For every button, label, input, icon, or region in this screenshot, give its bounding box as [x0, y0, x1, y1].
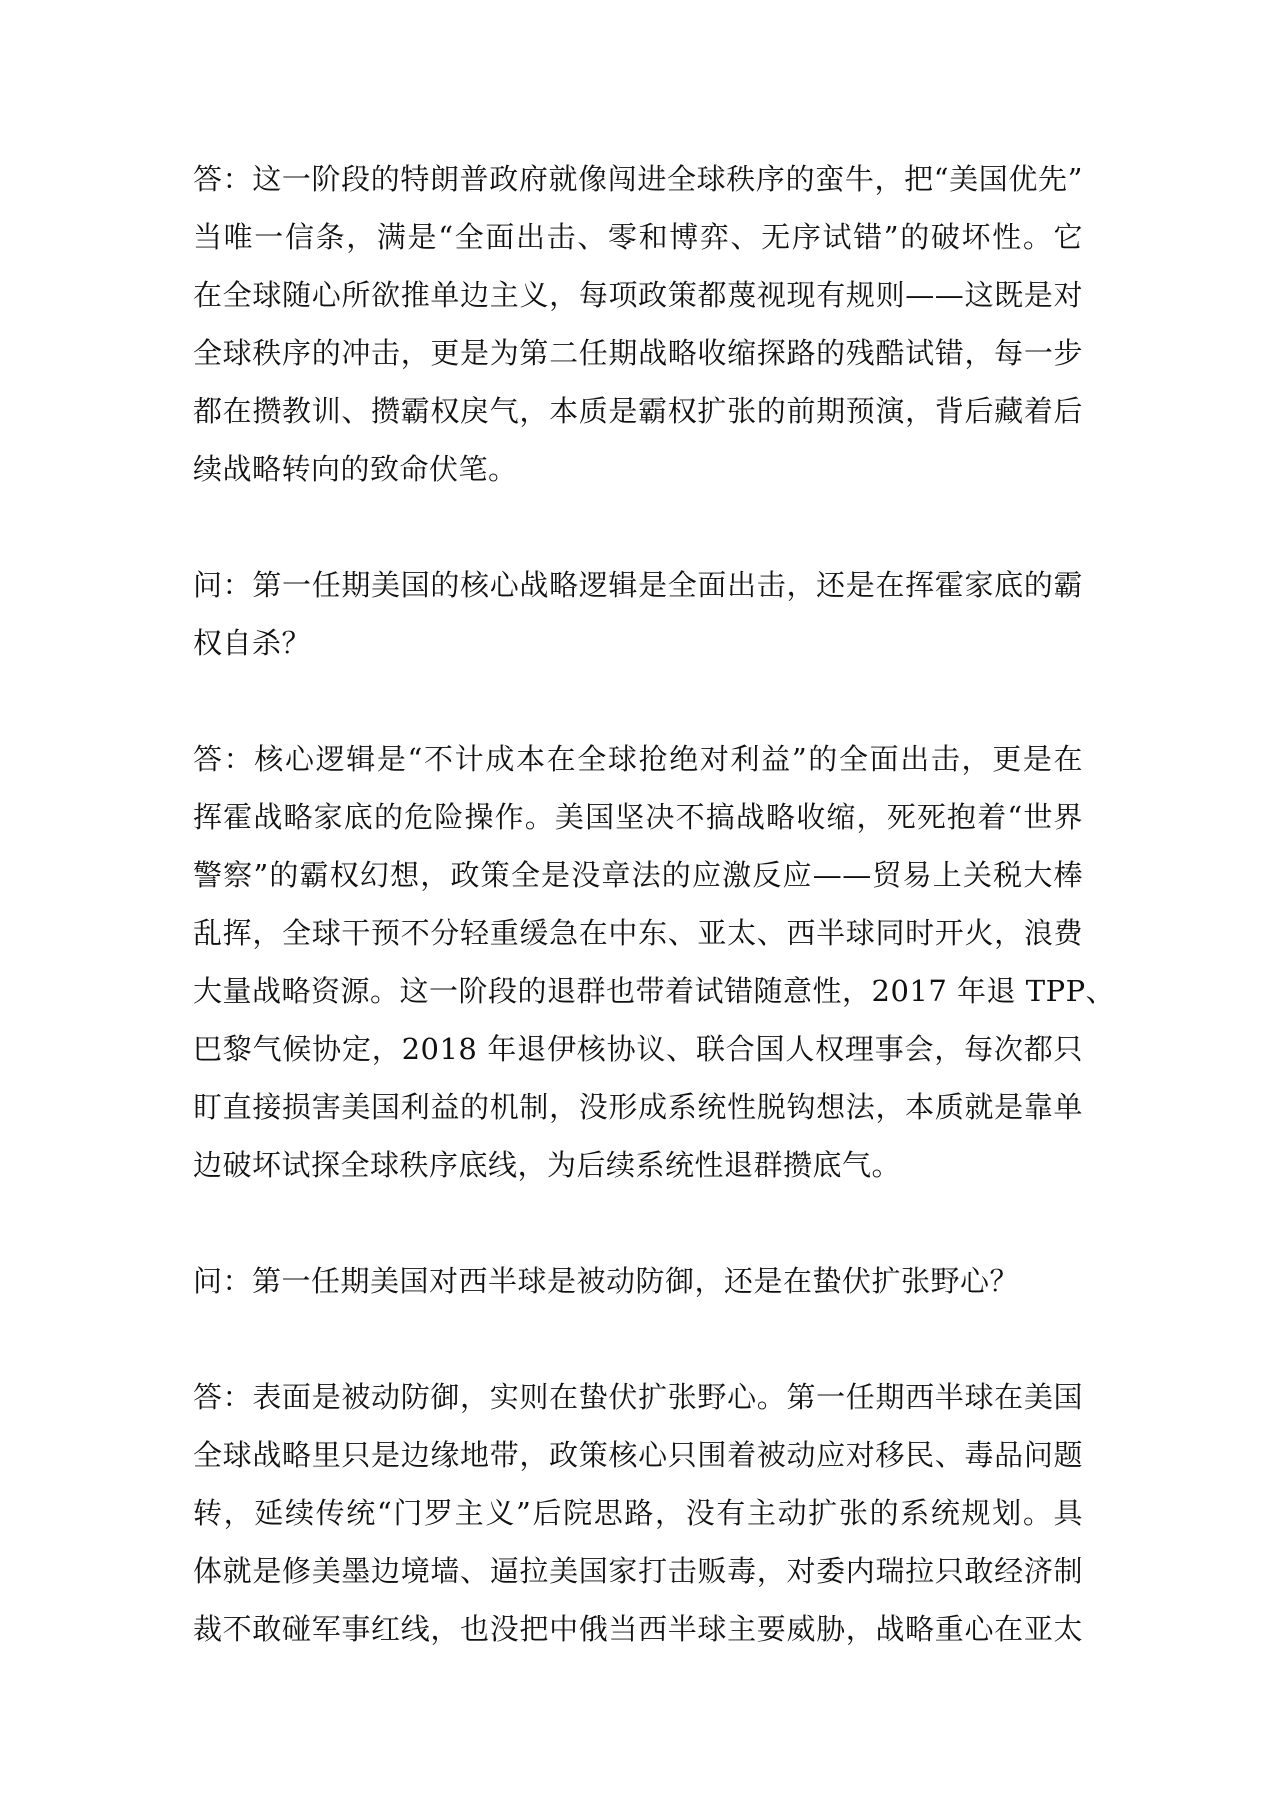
answer-paragraph-3 — [193, 1368, 1083, 1658]
question-paragraph-1 — [193, 556, 1083, 672]
text-line: 续战略转向的致命伏笔。 — [193, 452, 518, 486]
text-line: 转，延续传统“门罗主义”后院思路，没有主动扩张的系统规划。具 — [193, 1496, 1083, 1530]
text-line: 答：核心逻辑是“不计成本在全球抢绝对利益”的全面出击，更是在 — [193, 742, 1083, 776]
text-line: 警察”的霸权幻想，政策全是没章法的应激反应——贸易上关税大棒 — [193, 858, 1083, 892]
text-line: 裁不敢碰军事红线，也没把中俄当西半球主要威胁，战略重心在亚太 — [193, 1612, 1083, 1646]
answer-paragraph-1 — [193, 150, 1083, 498]
text-line: 在全球随心所欲推单边主义，每项政策都蔑视现有规则——这既是对 — [193, 278, 1083, 312]
text-line: 答：这一阶段的特朗普政府就像闯进全球秩序的蛮牛，把“美国优先” — [193, 162, 1083, 196]
text-line: 都在攒教训、攒霸权戾气，本质是霸权扩张的前期预演，背后藏着后 — [193, 394, 1083, 428]
text-line: 盯直接损害美国利益的机制，没形成系统性脱钩想法，本质就是靠单 — [193, 1090, 1083, 1124]
answer-paragraph-2 — [193, 730, 1116, 1194]
text-line: 答：表面是被动防御，实则在蛰伏扩张野心。第一任期西半球在美国 — [193, 1380, 1083, 1414]
text-line: 当唯一信条，满是“全面出击、零和博弈、无序试错”的破坏性。它 — [193, 220, 1083, 254]
text-line: 问：第一任期美国的核心战略逻辑是全面出击，还是在挥霍家底的霸 — [193, 568, 1083, 602]
text-line: 全球秩序的冲击，更是为第二任期战略收缩探路的残酷试错，每一步 — [193, 336, 1083, 370]
question-paragraph-2 — [193, 1252, 1083, 1310]
text-line: 乱挥，全球干预不分轻重缓急在中东、亚太、西半球同时开火，浪费 — [193, 916, 1083, 950]
text-line: 体就是修美墨边境墙、逼拉美国家打击贩毒，对委内瑞拉只敢经济制 — [193, 1554, 1083, 1588]
text-line: 挥霍战略家底的危险操作。美国坚决不搞战略收缩，死死抱着“世界 — [193, 800, 1083, 834]
text-line: 边破坏试探全球秩序底线，为后续系统性退群攒底气。 — [193, 1148, 902, 1182]
text-line: 全球战略里只是边缘地带，政策核心只围着被动应对移民、毒品问题 — [193, 1438, 1083, 1472]
text-line: 大量战略资源。这一阶段的退群也带着试错随意性，2017 年退 TPP、 — [193, 974, 1116, 1008]
text-line: 问：第一任期美国对西半球是被动防御，还是在蛰伏扩张野心？ — [193, 1264, 1020, 1298]
document-body — [193, 150, 1116, 1716]
text-line: 巴黎气候协定，2018 年退伊核协议、联合国人权理事会，每次都只 — [193, 1032, 1083, 1066]
text-line: 权自杀？ — [193, 626, 312, 660]
